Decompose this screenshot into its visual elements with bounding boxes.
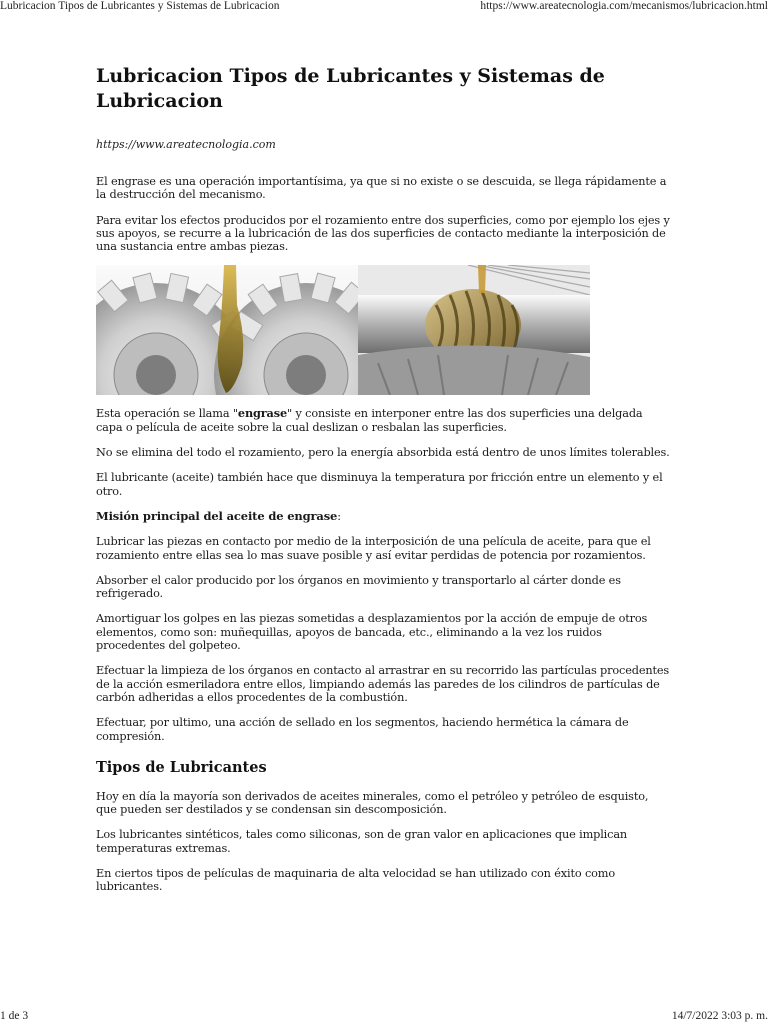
types-paragraph: Los lubricantes sintéticos, tales como siliconas, son de gran valor en aplicaciones que implican temperaturas extremas. (96, 828, 628, 855)
gear-images (96, 265, 590, 395)
types-paragraph: Hoy en día la mayoría son derivados de aceites minerales, como el petróleo y petróleo de esquisto, que pueden ser destilados y se condensan sin descomposición. (96, 789, 649, 817)
mission-item: Lubricar las piezas en contacto por medio de la interposición de una película de aceite, para que el rozamiento entre ellas sea lo mas suave posible y así evitar perdidas de potencia por rozamientos. (96, 535, 651, 562)
article-title: Lubricacion Tipos de Lubricantes y Sistemas de Lubricacion (96, 65, 605, 112)
mission-item: Amortiguar los golpes en las piezas sometidas a desplazamientos por la acción de empuje de otros elementos, como son: muñequillas, apoyos de bancada, etc., eliminando a la vez los ruidos procedentes del golpeteo. (96, 612, 648, 653)
engrase-term: engrase (237, 406, 287, 421)
page-url[interactable]: https://www.areatecnologia.com/mecanismos/lubricacion.html (480, 0, 768, 12)
mission-item: Absorber el calor producido por los órganos en movimiento y transportarlo al cárter donde es refrigerado. (96, 573, 621, 601)
mission-item: Efectuar la limpieza de los órganos en contacto al arrastrar en su recorrido las partículas procedentes de la acción esmeriladora entre ellos, limpiando además las paredes de los cilindros de partículas de carbón adheridas a ellos procedentes de la combustión. (96, 664, 670, 704)
spur-gears-oil-image (96, 265, 358, 395)
paragraph-limits: No se elimina del todo el rozamiento, pero la energía absorbida está dentro de unos límites tolerables. (96, 446, 670, 460)
worm-gear-oil-image (358, 265, 590, 395)
types-paragraph: En ciertos tipos de películas de maquinaria de alta velocidad se han utilizado con éxito como lubricantes. (96, 867, 615, 894)
paragraph-engrase: Esta operación se llama "engrase" y consiste en interponer entre las dos superficies una delgada capa o película de aceite sobre la cual deslizan o resbalan las superficies. (96, 406, 643, 434)
source-link[interactable]: https://www.areatecnologia.com (96, 138, 276, 151)
mission-item: Efectuar, por ultimo, una acción de sellado en los segmentos, haciendo hermética la cámara de compresión. (96, 716, 629, 743)
mission-heading: Misión principal del aceite de engrase: (96, 508, 341, 523)
page-title: Lubricacion Tipos de Lubricantes y Sistemas de Lubricacion (0, 0, 280, 12)
paragraph-friction: Para evitar los efectos producidos por el rozamiento entre dos superficies, como por ejemplo los ejes y sus apoyos, se recurre a la lubricación de las dos superficies de contacto mediante la interposición de una sustancia entre ambas piezas. (96, 213, 670, 254)
types-heading: Tipos de Lubricantes (96, 758, 267, 776)
page-number: 1 de 3 (0, 1010, 29, 1022)
paragraph-temperature: El lubricante (aceite) también hace que disminuya la temperatura por fricción entre un elemento y el otro. (96, 471, 663, 498)
print-header (0, 0, 768, 16)
paragraph-intro: El engrase es una operación importantísima, ya que si no existe o se descuida, se llega rápidamente a la destrucción del mecanismo. (96, 175, 667, 202)
article (96, 64, 672, 894)
print-date: 14/7/2022 3:03 p. m. (671, 1010, 768, 1022)
